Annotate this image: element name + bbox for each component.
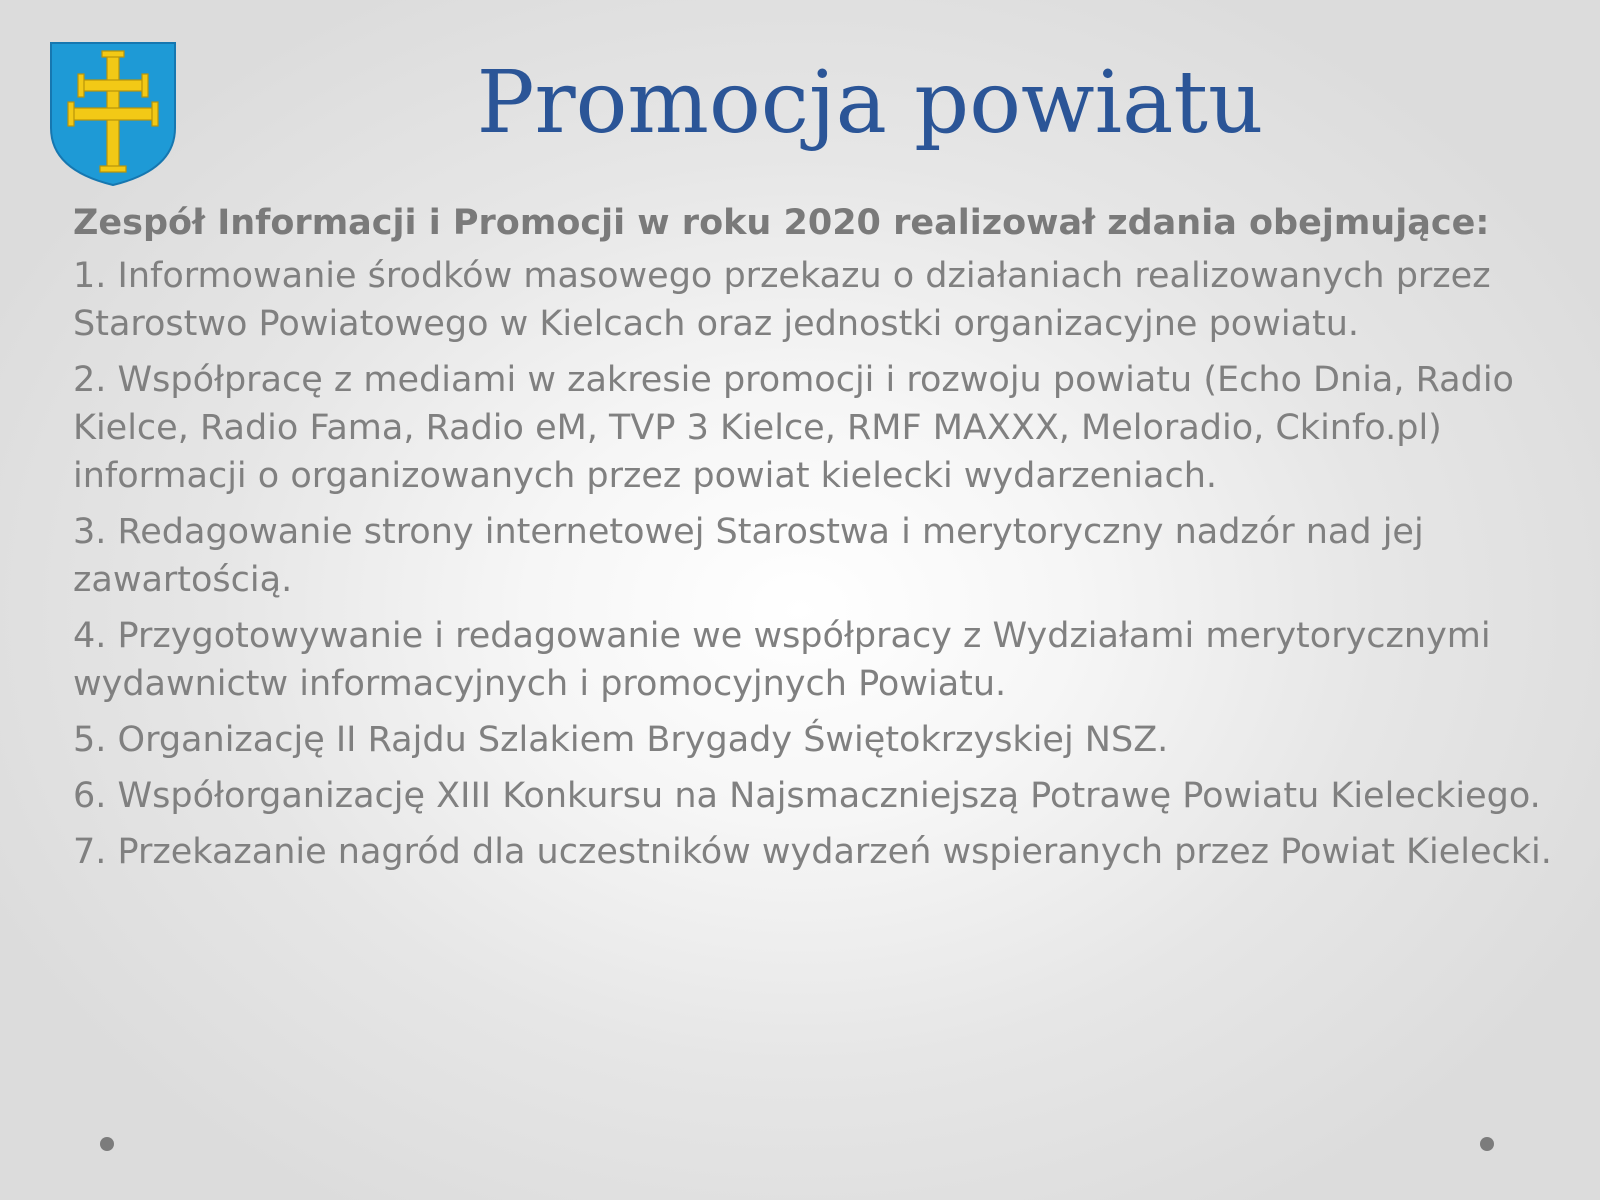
list-item: 7. Przekazanie nagród dla uczestników wydarzeń wspieranych przez Powiat Kielecki.: [73, 832, 1552, 872]
slide-content: [73, 198, 1553, 884]
list-item: 1. Informowanie środków masowego przekazu o działaniach realizowanych przez Starostwo Powiatowego w Kielcach oraz jednostki organizacyjne powiatu.: [73, 256, 1491, 344]
list-item: 5. Organizację II Rajdu Szlakiem Brygady Świętokrzyskiej NSZ.: [73, 720, 1169, 760]
list-item: 4. Przygotowywanie i redagowanie we współpracy z Wydziałami merytorycznymi wydawnictw informacyjnych i promocyjnych Powiatu.: [73, 616, 1491, 704]
list-item: 6. Współorganizację XIII Konkursu na Najsmaczniejszą Potrawę Powiatu Kieleckiego.: [73, 776, 1541, 816]
coat-of-arms-icon: [50, 42, 176, 186]
decorative-dot-icon: [1480, 1137, 1494, 1151]
slide-title: Promocja powiatu: [476, 53, 1264, 153]
decorative-dot-icon: [100, 1137, 114, 1151]
list-item: 2. Współpracę z mediami w zakresie promocji i rozwoju powiatu (Echo Dnia, Radio Kielce, Radio Fama, Radio eM, TVP 3 Kielce, RMF MAXXX, Meloradio, Ckinfo.pl) informacji o organizowanych przez powiat kielecki wydarzeniach.: [73, 360, 1514, 496]
list-item: 3. Redagowanie strony internetowej Starostwa i merytoryczny nadzór nad jej zawartością.: [73, 512, 1424, 600]
intro-heading: Zespół Informacji i Promocji w roku 2020 realizował zdania obejmujące:: [73, 203, 1490, 243]
